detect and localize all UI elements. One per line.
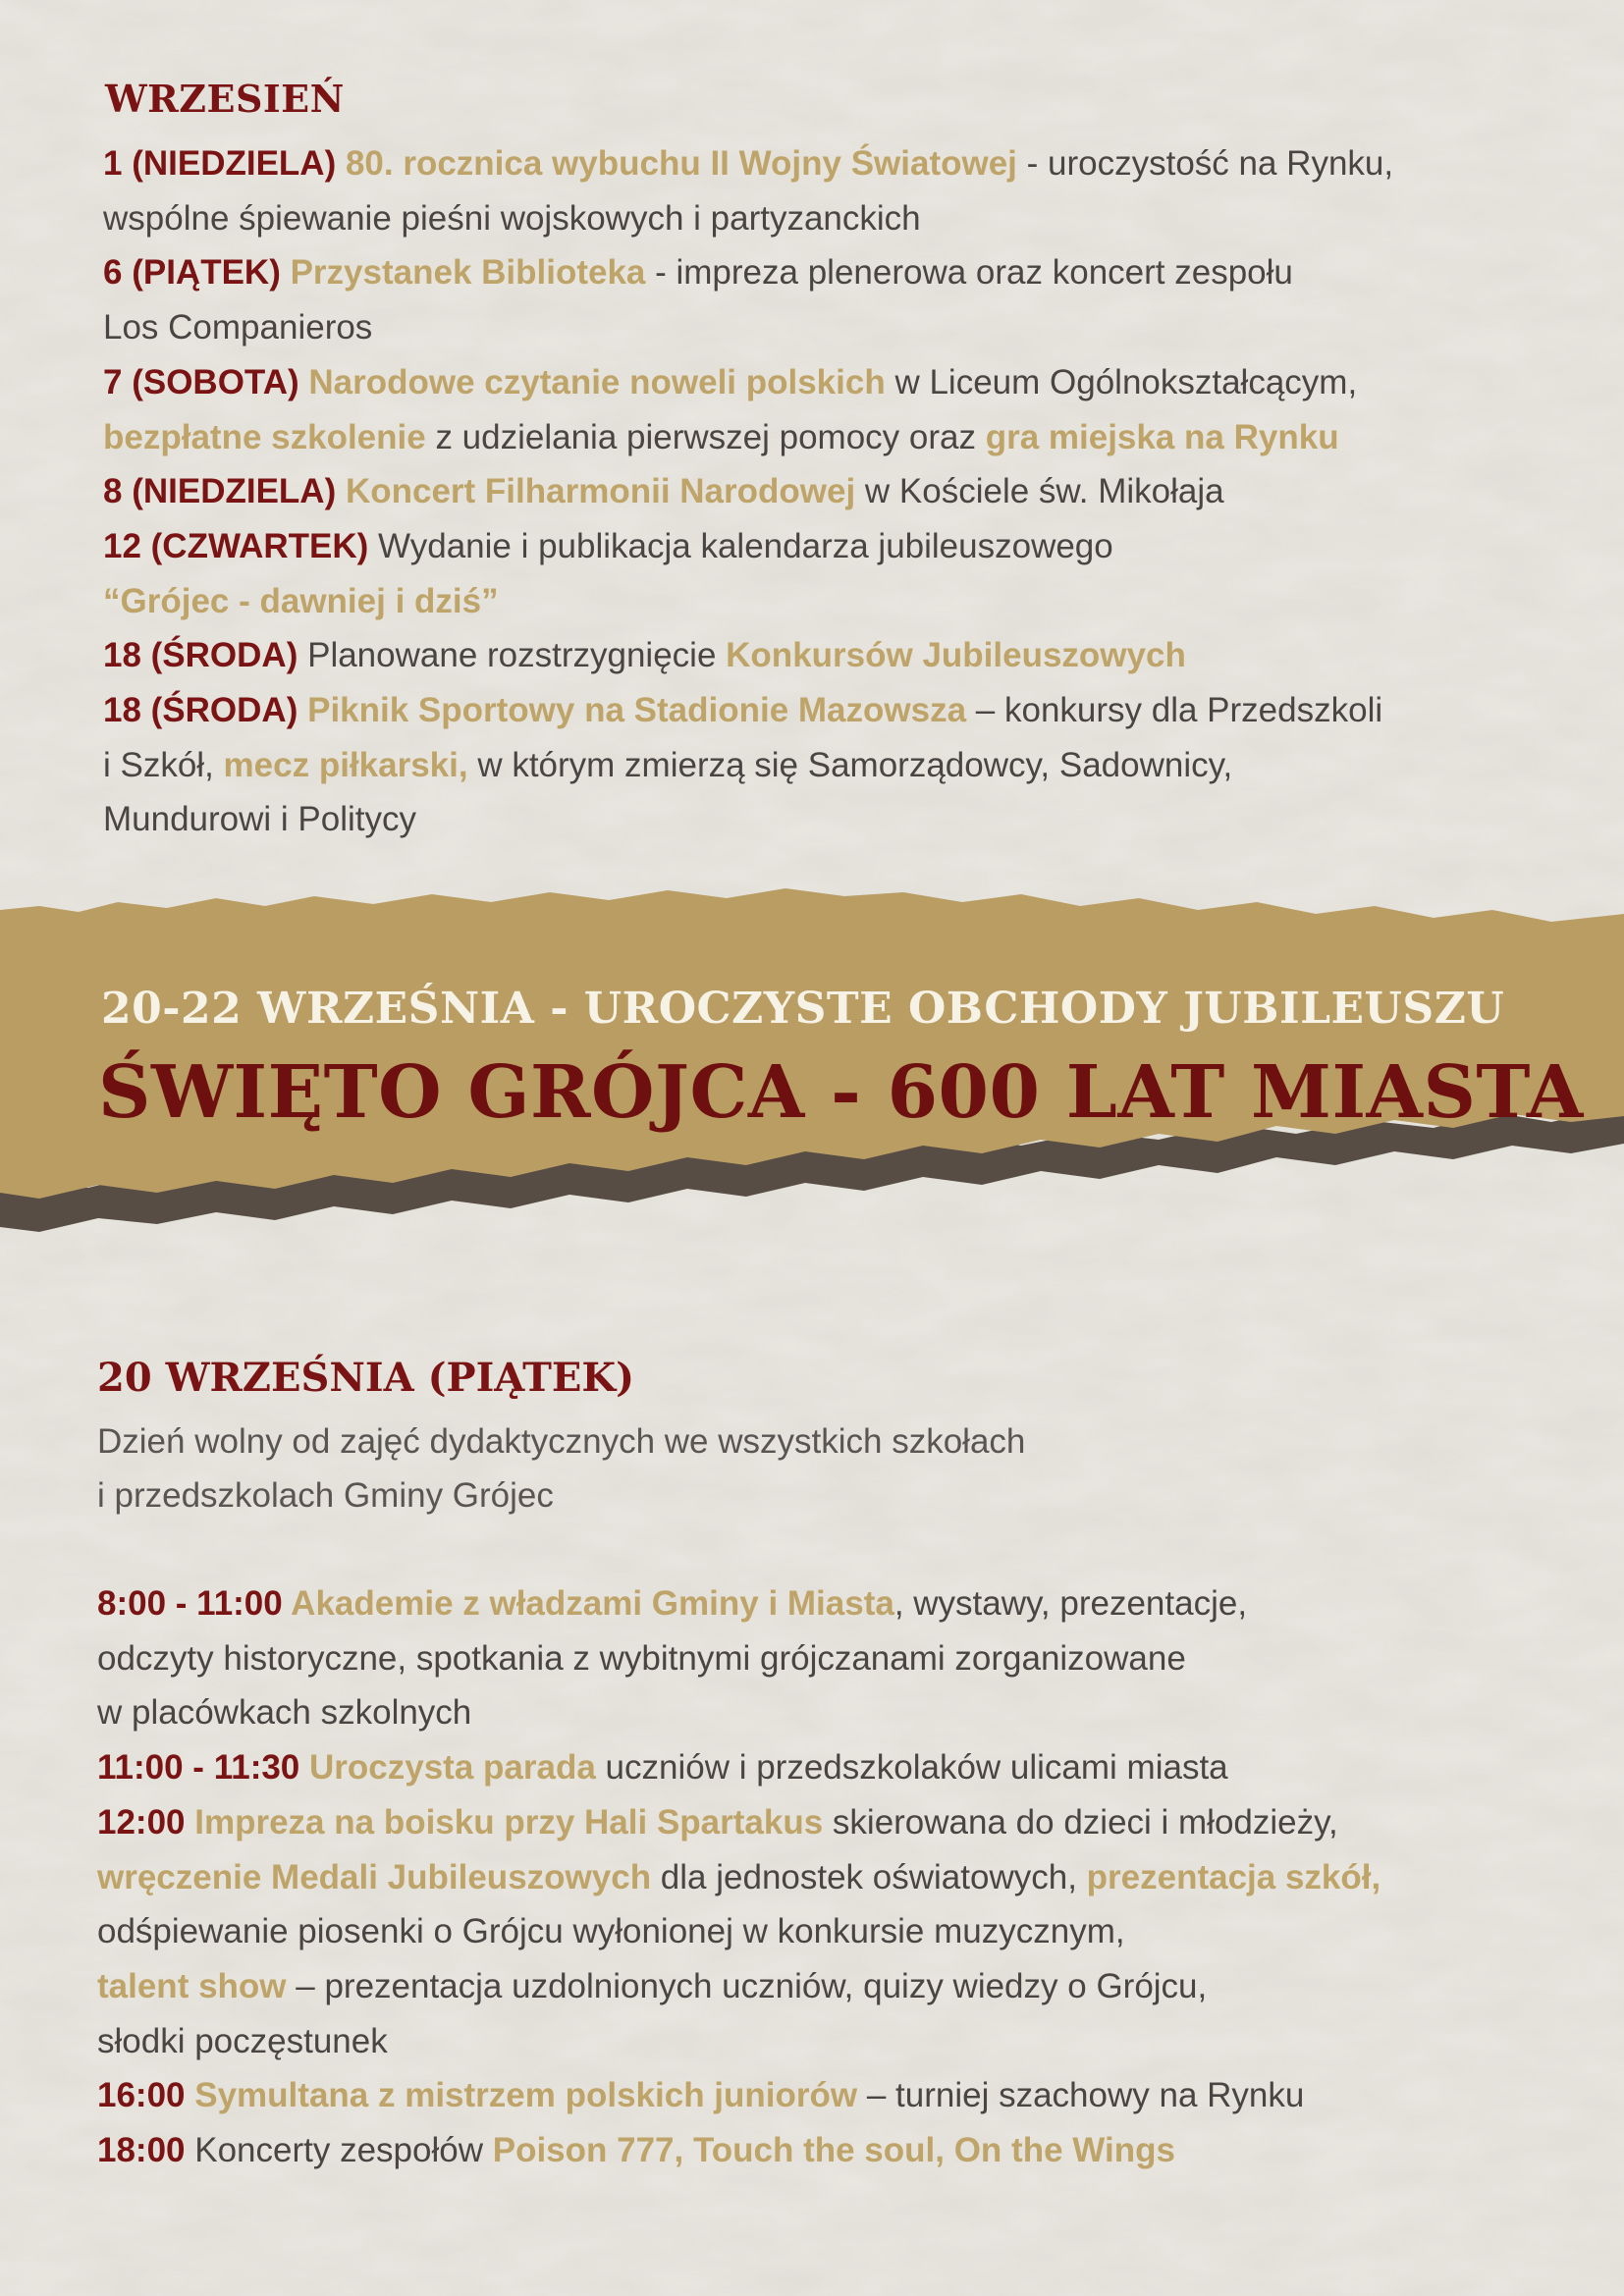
event-highlight: bezpłatne szkolenie: [103, 417, 426, 456]
event-line: [103, 191, 1527, 246]
event-date: 12:00: [97, 1802, 195, 1842]
event-text: w placówkach szkolnych: [97, 1693, 472, 1733]
event-text: Koncerty zespołów: [194, 2131, 493, 2170]
banner-subtitle: 20-22 WRZEŚNIA - UROCZYSTE OBCHODY JUBILEUSZU: [101, 984, 1505, 1034]
event-date: 11:00 - 11:30: [97, 1748, 309, 1788]
event-date: 18:00: [97, 2131, 195, 2170]
event-line: [97, 1959, 1531, 2014]
event-text: Mundurowi i Politycy: [103, 800, 416, 839]
event-text: - impreza plenerowa oraz koncert zespołu: [645, 253, 1293, 293]
event-date: 6 (PIĄTEK): [103, 253, 291, 293]
day-intro: [97, 1415, 1531, 1522]
event-text: i Szkół,: [103, 745, 224, 784]
event-date: 16:00: [97, 2076, 195, 2115]
event-line: [103, 792, 1527, 847]
event-highlight: Uroczysta parada: [309, 1748, 596, 1788]
event-highlight: “Grójec - dawniej i dziś”: [103, 581, 499, 620]
event-line: [103, 136, 1527, 191]
event-text: Los Companieros: [103, 308, 373, 347]
event-text: , wystawy, prezentacje,: [893, 1584, 1248, 1623]
event-line: [97, 1904, 1531, 1959]
event-highlight: Narodowe czytanie noweli polskich: [308, 362, 886, 401]
event-highlight: Symultana z mistrzem polskich juniorów: [194, 2076, 858, 2115]
event-text: dla jednostek oświatowych,: [651, 1857, 1087, 1896]
event-highlight: Koncert Filharmonii Narodowej: [345, 472, 856, 511]
event-line: [103, 628, 1527, 683]
september-section: [103, 77, 1527, 847]
event-date: 18 (ŚRODA): [103, 691, 308, 730]
event-text: Wydanie i publikacja kalendarza jubileuszowego: [378, 526, 1113, 565]
event-line: [103, 410, 1527, 465]
event-text: skierowana do dzieci i młodzieży,: [823, 1802, 1338, 1842]
event-text: uczniów i przedszkolaków ulicami miasta: [595, 1748, 1228, 1788]
event-date: 8 (NIEDZIELA): [103, 472, 346, 511]
september-events: [103, 136, 1527, 847]
event-line: [97, 1850, 1531, 1905]
event-line: [103, 300, 1527, 355]
banner-title: ŚWIĘTO GRÓJCA - 600 LAT MIASTA: [98, 1050, 1584, 1135]
event-line: [103, 464, 1527, 519]
event-line: [97, 1576, 1531, 1631]
event-line: [97, 2068, 1531, 2123]
event-highlight: Piknik Sportowy na Stadionie Mazowsza: [307, 691, 967, 730]
event-highlight: Poison 777, Touch the soul, On the Wings: [492, 2131, 1175, 2170]
event-text: odśpiewanie piosenki o Grójcu wyłonionej w konkursie muzycznym,: [97, 1912, 1125, 1951]
event-date: 18 (ŚRODA): [103, 636, 308, 675]
event-highlight: wręczenie Medali Jubileuszowych: [97, 1857, 652, 1896]
event-highlight: Przystanek Biblioteka: [290, 253, 646, 293]
event-text: w Liceum Ogólnokształcącym,: [885, 362, 1358, 401]
event-text: – konkursy dla Przedszkoli: [966, 691, 1383, 730]
event-text: z udzielania pierwszej pomocy oraz: [425, 417, 986, 456]
event-line: [97, 1631, 1531, 1686]
event-text: w Kościele św. Mikołaja: [855, 472, 1224, 511]
event-highlight: prezentacja szkół,: [1086, 1857, 1381, 1896]
event-date: 1 (NIEDZIELA): [103, 144, 346, 183]
event-line: [97, 2123, 1531, 2178]
event-text: – turniej szachowy na Rynku: [857, 2076, 1305, 2115]
event-line: [103, 355, 1527, 410]
event-line: [97, 1685, 1531, 1740]
intro-line: Dzień wolny od zajęć dydaktycznych we wszystkich szkołach: [97, 1422, 1026, 1461]
day-20-events: [97, 1576, 1531, 2178]
day-20-section: [97, 1355, 1531, 2178]
event-line: [97, 1740, 1531, 1795]
event-line: [97, 2014, 1531, 2069]
event-line: [103, 683, 1527, 738]
event-text: odczyty historyczne, spotkania z wybitnymi grójczanami zorganizowane: [97, 1638, 1186, 1678]
event-date: 12 (CZWARTEK): [103, 526, 378, 565]
event-line: [103, 574, 1527, 629]
event-highlight: 80. rocznica wybuchu II Wojny Światowej: [345, 144, 1017, 183]
event-highlight: Impreza na boisku przy Hali Spartakus: [194, 1802, 824, 1842]
event-text: słodki poczęstunek: [97, 2021, 388, 2060]
event-text: wspólne śpiewanie pieśni wojskowych i partyzanckich: [103, 198, 921, 238]
event-highlight: talent show: [97, 1966, 287, 2005]
event-date: 8:00 - 11:00: [97, 1584, 292, 1623]
event-line: [103, 738, 1527, 793]
intro-line: i przedszkolach Gminy Grójec: [97, 1476, 554, 1515]
event-highlight: Akademie z władzami Gminy i Miasta: [291, 1584, 894, 1623]
event-text: w którym zmierzą się Samorządowcy, Sadownicy,: [467, 745, 1233, 784]
event-line: [103, 245, 1527, 300]
event-highlight: Konkursów Jubileuszowych: [726, 636, 1186, 675]
event-text: - uroczystość na Rynku,: [1016, 144, 1394, 183]
event-line: [103, 519, 1527, 574]
event-highlight: gra miejska na Rynku: [985, 417, 1339, 456]
event-line: [97, 1795, 1531, 1850]
day-title: 20 WRZEŚNIA (PIĄTEK): [97, 1355, 635, 1401]
event-date: 7 (SOBOTA): [103, 362, 309, 401]
month-title: WRZESIEŃ: [105, 77, 345, 121]
event-highlight: mecz piłkarski,: [223, 745, 468, 784]
event-text: – prezentacja uzdolnionych uczniów, quizy wiedzy o Grójcu,: [286, 1966, 1208, 2005]
event-text: Planowane rozstrzygnięcie: [307, 636, 727, 675]
